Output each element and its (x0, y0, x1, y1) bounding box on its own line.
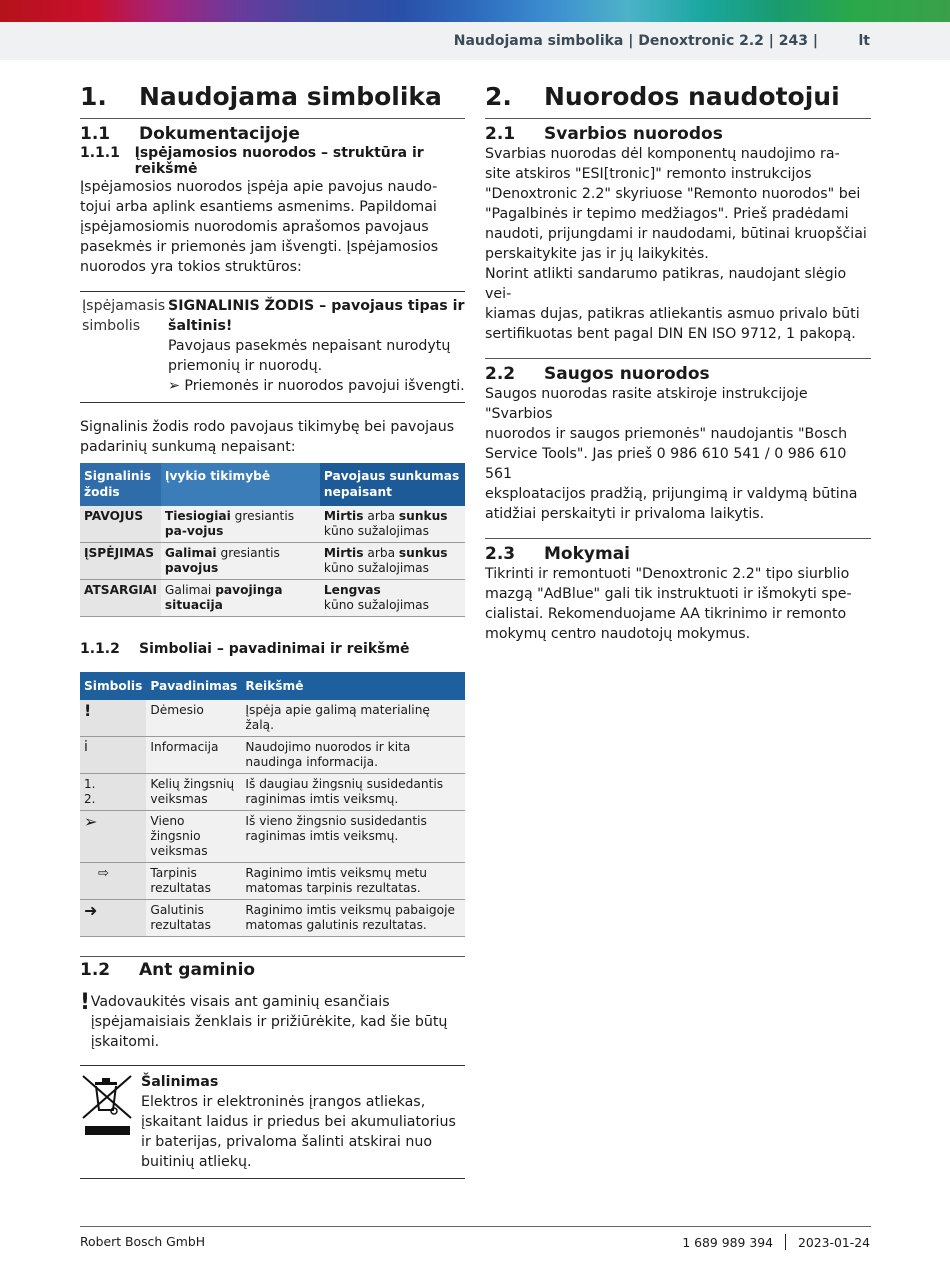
disposal-title: Šalinimas (141, 1074, 219, 1090)
symbol-cell (80, 737, 146, 774)
signal-word-line: šaltinis! (168, 318, 233, 334)
footer-info (682, 1234, 870, 1250)
section-1-1-2-heading (80, 641, 465, 657)
signal-word-cell (80, 543, 161, 580)
severity-cell (320, 543, 465, 580)
severity-strong: Lengvas (323, 583, 381, 597)
footer-company: Robert Bosch GmbH (80, 1234, 206, 1249)
probability-strong: pavojus (164, 561, 219, 575)
probability-strong: Galimai (164, 546, 217, 560)
symbol-meaning: Raginimo imtis veiksmų metu matomas tarpinis rezultatas. (245, 866, 427, 895)
table-header: Pavojaus sunkumas nepaisant (320, 463, 465, 506)
footer-separator (785, 1234, 786, 1250)
section-title: Dokumentacijoje (139, 124, 300, 144)
symbol-meaning: Iš daugiau žingsnių susidedantis raginimas imtis veiksmų. (245, 777, 444, 806)
text-line: "Pagalbinės ir tepimo medžiagos". Prieš pradėdami (485, 206, 849, 222)
section-number: 1.1.1 (80, 145, 120, 161)
severity-strong: Mirtis (323, 546, 364, 560)
probability-strong: pa-vojus (164, 524, 224, 538)
consequence-line: priemonių ir nuorodų. (168, 358, 323, 374)
document-date: 2023-01-24 (797, 1234, 870, 1250)
divider (485, 538, 871, 539)
severity-text: kūno sužalojimas (323, 598, 429, 612)
meaning-cell (241, 700, 465, 737)
symbol-cell (80, 900, 146, 937)
table-row (80, 774, 465, 811)
chapter-1-heading (80, 74, 465, 118)
probability-text: Galimai (164, 583, 216, 597)
section-2-2-heading (485, 364, 871, 384)
table-row (80, 506, 465, 543)
severity-text: arba (363, 546, 399, 560)
steps-icon: 1. 2. (84, 777, 96, 806)
text-line: eksploatacijos pradžią, prijungimą ir valdymą būtina (485, 486, 858, 502)
left-column (80, 74, 465, 1179)
chapter-number: 1. (80, 81, 107, 111)
text-line: Norint atlikti sandarumo patikras, naudojant slėgio vei- (485, 266, 847, 302)
disposal-box (80, 1065, 465, 1179)
intermediate-result-icon: ⇨ (98, 866, 109, 881)
text-line: naudoti, prijungdami ir naudodami, būtinai kruopščiai (485, 226, 867, 242)
chapter-title: Nuorodos naudotojui (544, 81, 840, 111)
text-line: tojui arba aplink esantiems asmenims. Papildomai (80, 199, 437, 215)
table-row (80, 543, 465, 580)
symbol-cell (80, 774, 146, 811)
text-line: Svarbias nuorodas dėl komponentų naudojimo ra- (485, 146, 840, 162)
safety-notes-paragraph (485, 384, 871, 524)
section-number: 2.3 (485, 544, 516, 564)
brand-color-bar (0, 0, 950, 22)
severity-text: kūno sužalojimas (323, 524, 429, 538)
consequence-line: Pavojaus pasekmės nepaisant nurodytų (168, 338, 451, 354)
section-title: Įspėjamosios nuorodos – struktūra ir reikšmė (134, 145, 424, 177)
signal-word-line: SIGNALINIS ŽODIS – pavojaus tipas ir (168, 298, 465, 314)
section-2-3-heading (485, 544, 871, 564)
section-1-1-1-heading (80, 145, 465, 177)
section-1-2-heading (80, 956, 465, 980)
warning-structure-body (168, 296, 465, 396)
signal-word-cell (80, 506, 161, 543)
symbol-meaning: Įspėja apie galimą materialinę žalą. (245, 703, 430, 732)
divider (80, 118, 465, 119)
severity-strong: sunkus (398, 509, 448, 523)
table-header: Simbolis (80, 672, 146, 700)
section-title: Simboliai – pavadinimai ir reikšmė (139, 641, 410, 657)
meaning-cell (241, 900, 465, 937)
name-cell (146, 774, 241, 811)
single-step-icon: ➢ (84, 812, 98, 831)
intro-paragraph (80, 177, 465, 277)
probability-text: gresiantis (230, 509, 295, 523)
section-number: 1.2 (80, 960, 111, 980)
symbol-cell (80, 811, 146, 863)
signal-word: ATSARGIAI (84, 583, 157, 597)
table-row (80, 900, 465, 937)
symbol-name: Tarpinis rezultatas (150, 866, 211, 895)
name-cell (146, 700, 241, 737)
signal-word-cell (80, 580, 161, 617)
text-line: nuorodos yra tokios struktūros: (80, 259, 302, 275)
section-title: Svarbios nuorodos (544, 124, 723, 144)
symbol-meaning: Naudojimo nuorodos ir kita naudinga informacija. (245, 740, 411, 769)
severity-table (80, 463, 465, 617)
name-cell (146, 900, 241, 937)
info-icon: i (84, 739, 88, 755)
footer-divider (80, 1226, 871, 1227)
divider (485, 358, 871, 359)
probability-cell (161, 543, 320, 580)
probability-strong: Tiesiogiai (164, 509, 231, 523)
table-header: Pavadinimas (146, 672, 241, 700)
symbol-meaning: Iš vieno žingsnio susidedantis raginimas imtis veiksmų. (245, 814, 427, 843)
text-line: padarinių sunkumą nepaisant: (80, 439, 296, 455)
text-line: mokymų centro naudotojų mokymus. (485, 626, 751, 642)
chapter-2-heading (485, 74, 871, 118)
symbol-name: Kelių žingsnių veiksmas (150, 777, 235, 806)
meaning-cell (241, 863, 465, 900)
text-line: Saugos nuorodas rasite atskiroje instrukcijoje "Svarbios (485, 386, 808, 422)
symbol-name: Informacija (150, 740, 219, 754)
probability-cell (161, 506, 320, 543)
table-row (80, 700, 465, 737)
divider (485, 118, 871, 119)
disposal-text-block (141, 1072, 465, 1172)
warning-structure-box (80, 291, 465, 403)
text-line: Įspėjamosios nuorodos įspėja apie pavojus naudo- (80, 179, 438, 195)
meaning-cell (241, 811, 465, 863)
text-line: perskaitykite jas ir jų laikykitės. (485, 246, 709, 262)
exclamation-icon: ! (80, 990, 91, 1015)
table-header: Reikšmė (241, 672, 465, 700)
signal-word: PAVOJUS (84, 509, 144, 523)
document-number: 1 689 989 394 (682, 1234, 773, 1250)
text-line: Signalinis žodis rodo pavojaus tikimybę bei pavojaus (80, 419, 455, 435)
symbol-name: Vieno žingsnio veiksmas (150, 814, 208, 858)
measure-line: ➢ Priemonės ir nuorodos pavojui išvengti. (168, 378, 465, 394)
important-notes-paragraph (485, 144, 871, 344)
section-number: 2.1 (485, 124, 516, 144)
chapter-title: Naudojama simbolika (139, 81, 442, 111)
name-cell (146, 737, 241, 774)
severity-strong: sunkus (398, 546, 448, 560)
text-line: "Denoxtronic 2.2" skyriuose "Remonto nuorodos" bei (485, 186, 861, 202)
note-text: Vadovaukitės visais ant gaminių esančiais įspėjamaisiais ženklais ir prižiūrėkite, kad šie būtų įskaitomi. (90, 994, 448, 1050)
exclamation-icon: ! (84, 701, 92, 720)
symbol-meaning: Raginimo imtis veiksmų pabaigoje matomas galutinis rezultatas. (245, 903, 455, 932)
text-line: mazgą "AdBlue" gali tik instruktuoti ir išmokyti spe- (485, 586, 852, 602)
text-line: sertifikuotas bent pagal DIN EN ISO 9712, 1 pakopą. (485, 326, 856, 342)
table-row (80, 811, 465, 863)
section-2-1-heading (485, 124, 871, 144)
name-cell (146, 811, 241, 863)
name-cell (146, 863, 241, 900)
disposal-text: Elektros ir elektroninės įrangos atliekas, įskaitant laidus ir priedus bei akumuliatorius ir baterijas, privaloma šalinti atskirai nuo buitinių atliekų. (141, 1094, 456, 1170)
text-line: nuorodos ir saugos priemonės" naudojantis "Bosch (485, 426, 848, 442)
probability-text: gresiantis (216, 546, 280, 560)
meaning-cell (241, 774, 465, 811)
severity-cell (320, 580, 465, 617)
probability-cell (161, 580, 320, 617)
signal-word-paragraph (80, 417, 465, 457)
right-column (485, 74, 871, 644)
severity-text: kūno sužalojimas (323, 561, 429, 575)
symbol-name: Galutinis rezultatas (150, 903, 211, 932)
final-result-icon: ➜ (84, 901, 98, 920)
section-1-1-heading (80, 124, 465, 144)
text-line: Tikrinti ir remontuoti "Denoxtronic 2.2" tipo siurblio (485, 566, 850, 582)
crossed-bin-icon (80, 1072, 141, 1172)
section-number: 1.1 (80, 124, 111, 144)
section-number: 1.1.2 (80, 641, 120, 657)
symbol-cell (80, 863, 146, 900)
table-row (80, 737, 465, 774)
severity-cell (320, 506, 465, 543)
text-line: įspėjamosiomis nuorodomis aprašomos pavojaus (80, 219, 429, 235)
signal-word: ĮSPĖJIMAS (84, 546, 154, 560)
meaning-cell (241, 737, 465, 774)
section-number: 2.2 (485, 364, 516, 384)
language-code: lt (858, 33, 870, 49)
training-paragraph (485, 564, 871, 644)
table-row (80, 580, 465, 617)
warning-symbol-label: Įspėjamasis simbolis (82, 298, 166, 334)
symbol-name: Dėmesio (150, 703, 204, 717)
table-row (80, 863, 465, 900)
section-title: Saugos nuorodos (544, 364, 710, 384)
text-line: pasekmės ir priemonės jam išvengti. Įspėjamosios (80, 239, 439, 255)
section-title: Ant gaminio (139, 960, 256, 980)
severity-strong: Mirtis (323, 509, 364, 523)
product-warning-note (80, 992, 465, 1052)
text-line: site atskiros "ESI[tronic]" remonto instrukcijos (485, 166, 812, 182)
text-line: kiamas dujas, patikras atliekantis asmuo privalo būti (485, 306, 860, 322)
table-header: Įvykio tikimybė (161, 463, 320, 506)
probability-strong: pavojinga situacija (164, 583, 283, 612)
symbols-table (80, 672, 465, 937)
text-line: Service Tools". Jas prieš 0 986 610 541 / 0 986 610 561 (485, 446, 847, 482)
symbol-cell (80, 700, 146, 737)
text-line: atidžiai perskaityti ir privaloma laikytis. (485, 506, 765, 522)
chapter-number: 2. (485, 81, 512, 111)
running-header: Naudojama simbolika | Denoxtronic 2.2 | 243 | (453, 33, 818, 49)
text-line: cialistai. Rekomenduojame AA tikrinimo ir remonto (485, 606, 847, 622)
table-header: Signalinis žodis (80, 463, 161, 506)
severity-text: arba (363, 509, 399, 523)
section-title: Mokymai (544, 544, 630, 564)
